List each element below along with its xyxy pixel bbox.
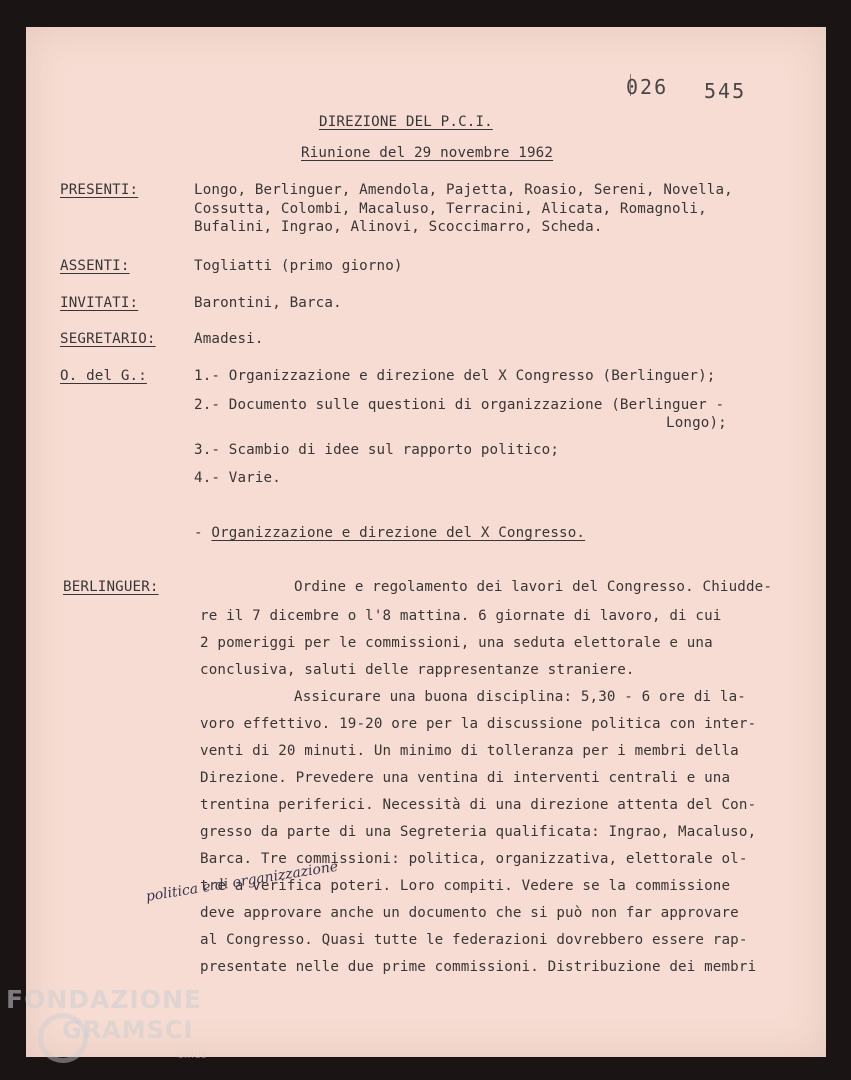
agenda-item: 4.- Varie. <box>194 470 281 486</box>
body-line: deve approvare anche un documento che si può non far approvare <box>200 905 739 921</box>
assenti-value: Togliatti (primo giorno) <box>194 258 403 274</box>
body-line: venti di 20 minuti. Un minimo di tolleranza per i membri della <box>200 743 739 759</box>
invitati-value: Barontini, Barca. <box>194 295 342 311</box>
agenda-item: 2.- Documento sulle questioni di organizzazione (Berlinguer - <box>194 397 725 413</box>
label-presenti: PRESENTI: <box>60 182 139 198</box>
meeting-date: Riunione del 29 novembre 1962 <box>301 145 554 161</box>
handwritten-annotation: politica e di organizzazione <box>144 858 340 905</box>
presenti-line: Longo, Berlinguer, Amendola, Pajetta, Roasio, Sereni, Novella, <box>194 182 733 198</box>
body-line: tre a verifica poteri. Loro compiti. Vedere se la commissione <box>200 878 731 894</box>
agenda-item: 3.- Scambio di idee sul rapporto politico; <box>194 442 560 458</box>
body-line: gresso da parte di una Segreteria qualificata: Ingrao, Macaluso, <box>200 824 757 840</box>
section-title: Organizzazione e direzione del X Congresso. <box>211 525 586 541</box>
body-line: Assicurare una buona disciplina: 5,30 - 6 ore di la- <box>294 689 746 705</box>
section-heading <box>194 524 585 542</box>
body-line: Ordine e regolamento dei lavori del Congresso. Chiudde- <box>294 579 773 595</box>
body-line: presentate nelle due prime commissioni. Distribuzione dei membri <box>200 959 757 975</box>
body-line: re il 7 dicembre o l'8 mattina. 6 giornate di lavoro, di cui <box>200 608 722 624</box>
body-line: voro effettivo. 19-20 ore per la discussione politica con inter- <box>200 716 757 732</box>
segretario-value: Amadesi. <box>194 331 264 347</box>
watermark-logo <box>6 985 208 1061</box>
body-line: conclusiva, saluti delle rappresentanze straniere. <box>200 662 635 678</box>
label-assenti: ASSENTI: <box>60 258 130 274</box>
label-ordine-del-giorno: O. del G.: <box>60 368 147 384</box>
body-line: 2 pomeriggi per le commissioni, una seduta elettorale e una <box>200 635 713 651</box>
watermark-line-3: onlus <box>178 1051 208 1061</box>
body-line: trentina periferici. Necessità di una direzione attenta del Con- <box>200 797 757 813</box>
document-page <box>26 27 826 1057</box>
presenti-line: Bufalini, Ingrao, Alinovi, Scoccimarro, Scheda. <box>194 219 603 235</box>
section-dash: - <box>194 525 212 541</box>
archive-number-1: 026 <box>626 75 669 99</box>
document-title: DIREZIONE DEL P.C.I. <box>319 114 493 130</box>
agenda-item-continuation: Longo); <box>666 415 727 431</box>
watermark-line-2: GRAMSCI <box>62 1016 194 1044</box>
agenda-item: 1.- Organizzazione e direzione del X Congresso (Berlinguer); <box>194 368 716 384</box>
watermark-circle-icon <box>38 1013 88 1063</box>
body-line: Direzione. Prevedere una ventina di interventi centrali e una <box>200 770 731 786</box>
body-line: al Congresso. Quasi tutte le federazioni dovrebbero essere rap- <box>200 932 748 948</box>
presenti-line: Cossutta, Colombi, Macaluso, Terracini, Alicata, Romagnoli, <box>194 201 707 217</box>
archive-number-2: 545 <box>704 79 747 103</box>
label-invitati: INVITATI: <box>60 295 139 311</box>
speaker-label: BERLINGUER: <box>63 579 159 595</box>
watermark-line-1: FONDAZIONE <box>6 985 203 1014</box>
label-segretario: SEGRETARIO: <box>60 331 156 347</box>
body-line: Barca. Tre commissioni: politica, organizzativa, elettorale ol- <box>200 851 748 867</box>
